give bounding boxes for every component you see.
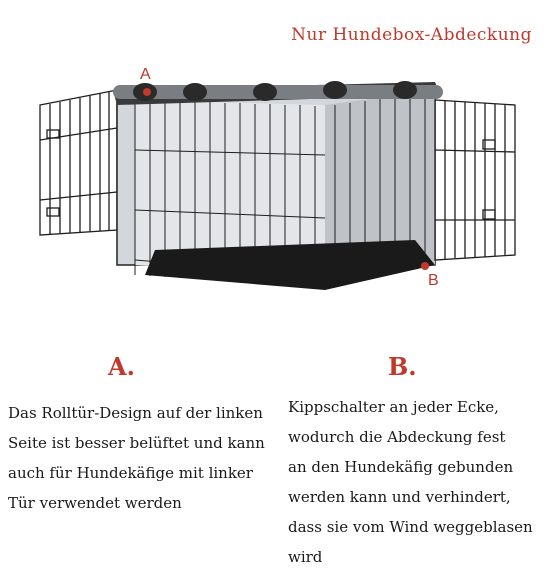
text-line: Seite ist besser belüftet und kann: [8, 434, 265, 452]
right-door: [435, 100, 515, 260]
section-b-title: B.: [388, 352, 417, 381]
text-line: wird: [288, 548, 323, 566]
text-line: Kippschalter an jeder Ecke,: [288, 398, 499, 416]
left-door: [40, 90, 117, 235]
marker-a-dot: [143, 88, 151, 96]
marker-b-dot: [421, 262, 429, 270]
text-line: an den Hundekäfig gebunden: [288, 458, 514, 476]
dog-crate-cover-photo: [35, 60, 525, 320]
text-line: Das Rolltür-Design auf der linken: [8, 404, 263, 422]
product-caption: Nur Hundebox-Abdeckung: [291, 25, 532, 45]
text-line: werden kann und verhindert,: [288, 488, 511, 506]
section-b-text: [288, 392, 550, 572]
text-line: Tür verwendet werden: [8, 494, 182, 512]
section-a-text: [8, 398, 270, 518]
text-line: wodurch die Abdeckung fest: [288, 428, 506, 446]
marker-b-label: B: [428, 272, 439, 289]
marker-a-label: A: [140, 66, 151, 83]
section-a-title: A.: [108, 352, 135, 381]
text-line: auch für Hundekäfige mit linker: [8, 464, 253, 482]
text-line: dass sie vom Wind weggeblasen: [288, 518, 533, 536]
